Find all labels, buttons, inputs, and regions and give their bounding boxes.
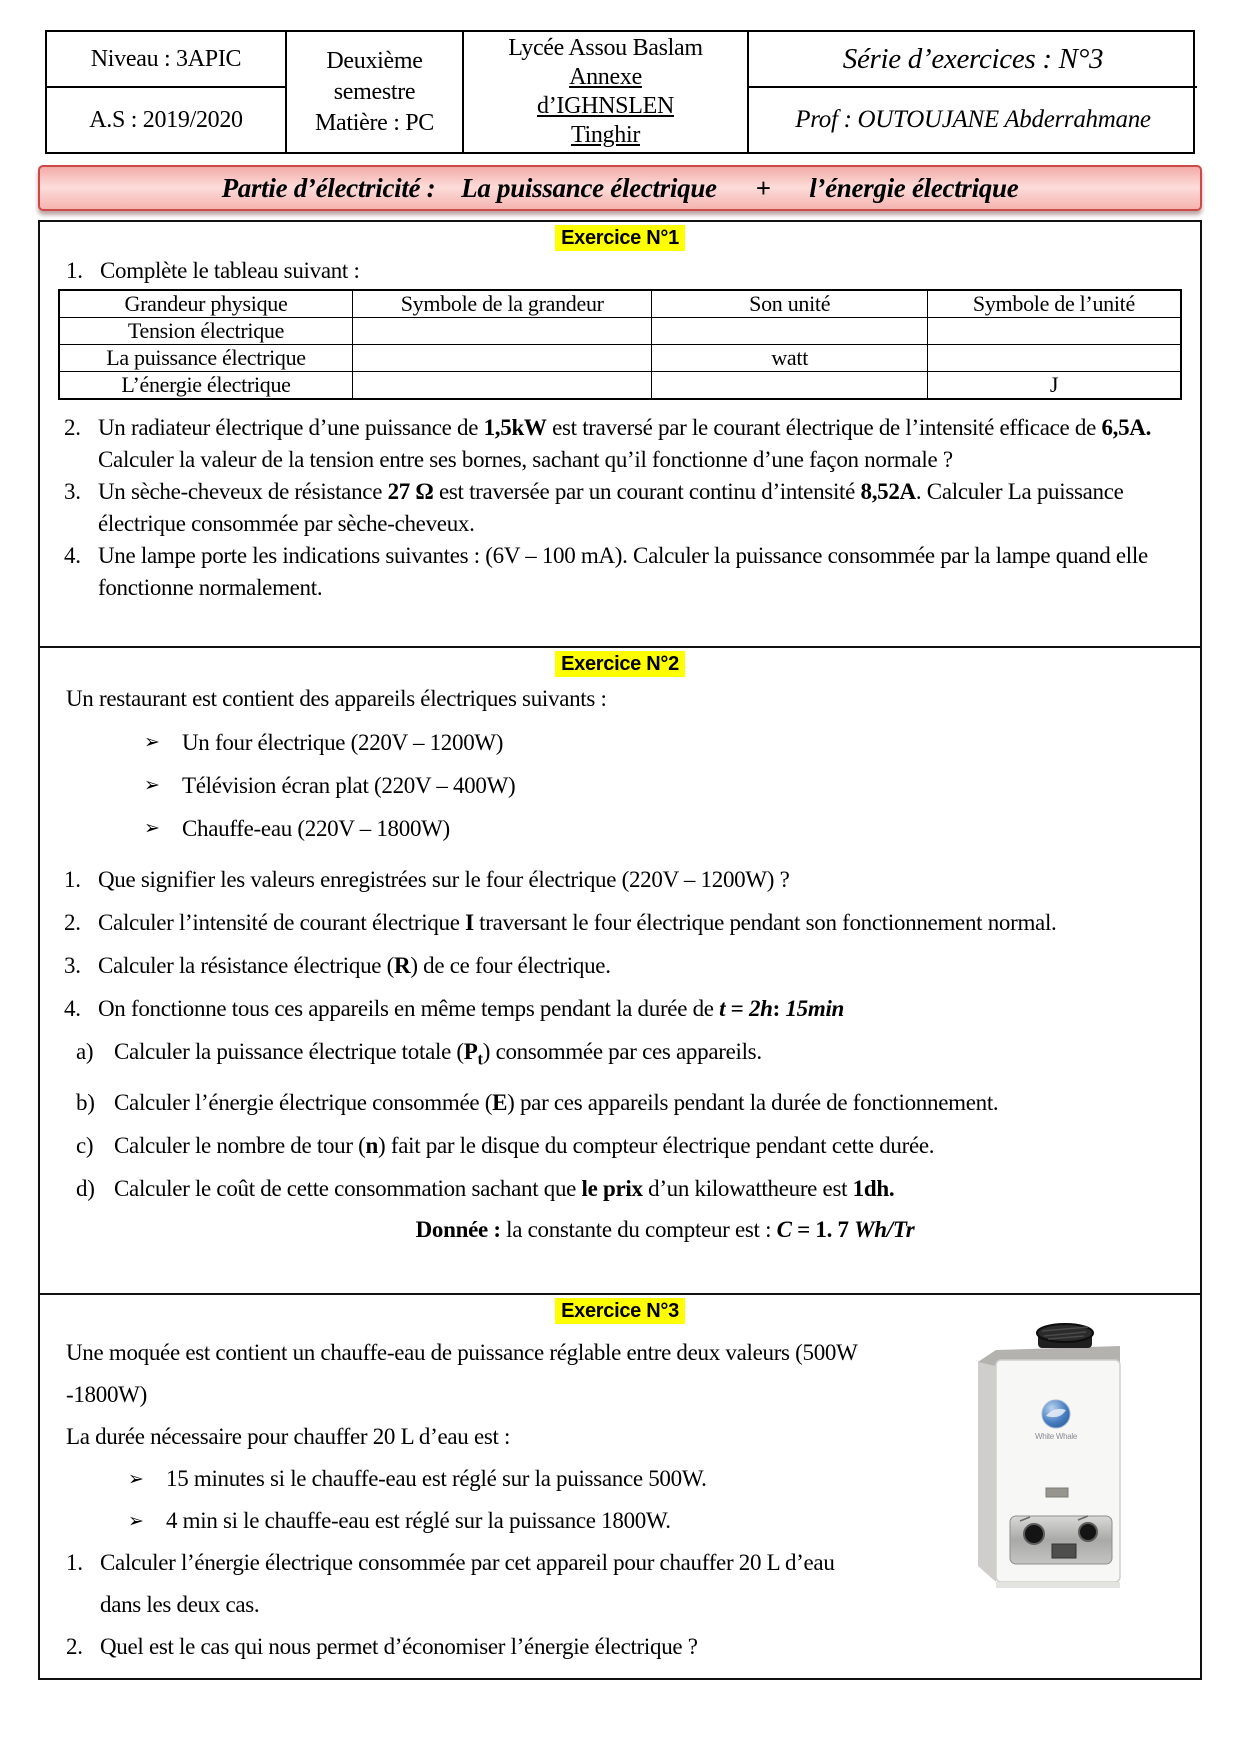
exercice-2-question-4d: d) Calculer le coût de cette consommation sachant que le prix d’un kilowattheure est 1dh. [64, 1167, 1180, 1210]
exercice-2-question-1: 1. Que signifier les valeurs enregistrées sur le four électrique (220V – 1200W) ? [64, 858, 1180, 901]
school-city: Tinghir [570, 122, 641, 148]
table-cell: La puissance électrique [59, 345, 353, 372]
table-cell: Tension électrique [59, 318, 353, 345]
duration-item: ➢ 15 minutes si le chauffe-eau est réglé sur la puissance 500W. [128, 1458, 866, 1500]
exercice-1-box [38, 220, 1202, 648]
question-number: 2. [64, 415, 81, 440]
annee-scolaire-cell: A.S : 2019/2020 [89, 106, 243, 133]
appliance-item: ➢ Un four électrique (220V – 1200W) [144, 721, 1200, 764]
question-letter: c) [76, 1132, 94, 1158]
table-header-row [59, 290, 1181, 318]
table-cell [353, 372, 652, 400]
appliance-item: ➢ Télévision écran plat (220V – 400W) [144, 764, 1200, 807]
duration-item: ➢ 4 min si le chauffe-eau est réglé sur la puissance 1800W. [128, 1500, 866, 1542]
table-cell: J [927, 372, 1181, 400]
question-letter: b) [76, 1089, 95, 1115]
header-col-niveau [47, 32, 287, 152]
niveau-cell: Niveau : 3APIC [47, 32, 285, 88]
table-header-cell: Symbole de la grandeur [353, 290, 652, 318]
table-header-cell: Grandeur physique [59, 290, 353, 318]
table-cell: watt [652, 345, 927, 372]
exercice-2-box [38, 646, 1202, 1295]
question-number: 3. [64, 479, 81, 504]
exercice-1-question-1: 1. Complète le tableau suivant : [66, 258, 360, 283]
question-number: 2. [66, 1634, 83, 1659]
heater-side [978, 1350, 996, 1582]
arrow-bullet-icon: ➢ [144, 731, 160, 753]
table-row [59, 345, 1181, 372]
semestre-line1: Deuxième [326, 47, 423, 74]
semestre-line2: semestre [333, 78, 416, 105]
arrow-bullet-icon: ➢ [144, 774, 160, 796]
matiere-line: Matière : PC [314, 109, 435, 136]
question-number: 4. [64, 996, 81, 1021]
donnee-line: Donnée : la constante du compteur est : C = 1. 7 Wh/Tr [415, 1216, 915, 1242]
exercice-1-question-2: 2. Un radiateur électrique d’une puissance de 1,5kW est traversé par le courant électrique de l’intensité efficace de 6,5A. Calculer la valeur de la tension entre ses bornes, sachant qu’il fonctionne d’une façon normale ? [64, 412, 1180, 476]
semestre-matiere-cell [287, 32, 464, 152]
table-row [59, 318, 1181, 345]
table-cell [353, 345, 652, 372]
school-name: Lycée Assou Baslam [508, 35, 703, 61]
panel-display [1052, 1544, 1076, 1558]
serie-title: Série d’exercices : N°3 [749, 32, 1197, 88]
indicator-window [1046, 1488, 1068, 1497]
exercice-3-question-1: 1. Calculer l’énergie électrique consommée par cet appareil pour chauffer 20 L d’eau dans les deux cas. [66, 1542, 866, 1626]
exercice-2-question-4b: b) Calculer l’énergie électrique consommée (E) par ces appareils pendant la durée de fonctionnement. [64, 1081, 1180, 1124]
brand-label: White Whale [1034, 1432, 1078, 1441]
exercice-2-title: Exercice N°2 [555, 651, 685, 677]
question-number: 4. [64, 543, 81, 568]
exercice-2-intro: Un restaurant est contient des appareils électriques suivants : [66, 686, 607, 711]
table-cell [652, 318, 927, 345]
exercice-3-title: Exercice N°3 [555, 1298, 685, 1324]
prof-name: Prof : OUTOUJANE Abderrahmane [795, 106, 1151, 133]
table-cell [353, 318, 652, 345]
banner-text: Partie d’électricité : La puissance électrique + l’énergie électrique [221, 172, 1019, 203]
question-number: 1. [64, 867, 81, 892]
section-banner [38, 165, 1202, 211]
exercice-2-question-2: 2. Calculer l’intensité de courant électrique I traversant le four électrique pendant son fonctionnement normal. [64, 901, 1180, 944]
exercice-2-question-4c: c) Calculer le nombre de tour (n) fait par le disque du compteur électrique pendant cette durée. [64, 1124, 1180, 1167]
header-table [45, 30, 1195, 154]
question-number: 2. [64, 910, 81, 935]
left-knob-icon [1024, 1524, 1044, 1544]
table-header-cell: Symbole de l’unité [927, 290, 1181, 318]
question-letter: d) [76, 1175, 95, 1201]
exercice-2-question-4: 4. On fonctionne tous ces appareils en même temps pendant la durée de t = 2h: 15min [64, 987, 1180, 1030]
table-cell [927, 318, 1181, 345]
right-knob-icon [1079, 1523, 1097, 1541]
exercice-1-question-4: 4. Une lampe porte les indications suivantes : (6V – 100 mA). Calculer la puissance consommée par la lampe quand elle fonctionne normalement. [64, 540, 1180, 604]
exercice-3-intro: Une moquée est contient un chauffe-eau de puissance réglable entre deux valeurs (500W -1800W) [66, 1340, 858, 1407]
grandeurs-table [58, 289, 1182, 400]
question-number: 3. [64, 953, 81, 978]
school-village: d’IGHNSLEN [537, 93, 674, 119]
table-header-cell: Son unité [652, 290, 927, 318]
exercice-1-title: Exercice N°1 [555, 225, 685, 251]
question-number: 1. [66, 1550, 83, 1575]
exercice-2-question-4a: a) Calculer la puissance électrique totale $(P_t)$ consommée par ces appareils. [64, 1030, 1180, 1081]
appliance-item: ➢ Chauffe-eau (220V – 1800W) [144, 807, 1200, 850]
table-cell [927, 345, 1181, 372]
header-col-serie [749, 32, 1197, 152]
table-row [59, 372, 1181, 400]
exercice-3-duree-line: La durée nécessaire pour chauffer 20 L d’eau est : [66, 1424, 511, 1449]
water-heater-image [952, 1316, 1132, 1604]
question-number: 1. [66, 258, 83, 283]
table-cell [652, 372, 927, 400]
arrow-bullet-icon: ➢ [128, 1468, 144, 1490]
exercice-1-question-3: 3. Un sèche-cheveux de résistance 27 Ω est traversée par un courant continu d’intensité 8,52A. Calculer La puissance électrique consommée par sèche-cheveux. [64, 476, 1180, 540]
arrow-bullet-icon: ➢ [144, 817, 160, 839]
exercice-2-question-3: 3. Calculer la résistance électrique (R) de ce four électrique. [64, 944, 1180, 987]
school-cell [464, 32, 749, 152]
question-letter: a) [76, 1039, 94, 1064]
exercice-3-question-2: 2. Quel est le cas qui nous permet d’économiser l’énergie électrique ? [66, 1626, 866, 1668]
arrow-bullet-icon: ➢ [128, 1510, 144, 1532]
school-annexe: Annexe [569, 64, 642, 90]
table-cell: L’énergie électrique [59, 372, 353, 400]
